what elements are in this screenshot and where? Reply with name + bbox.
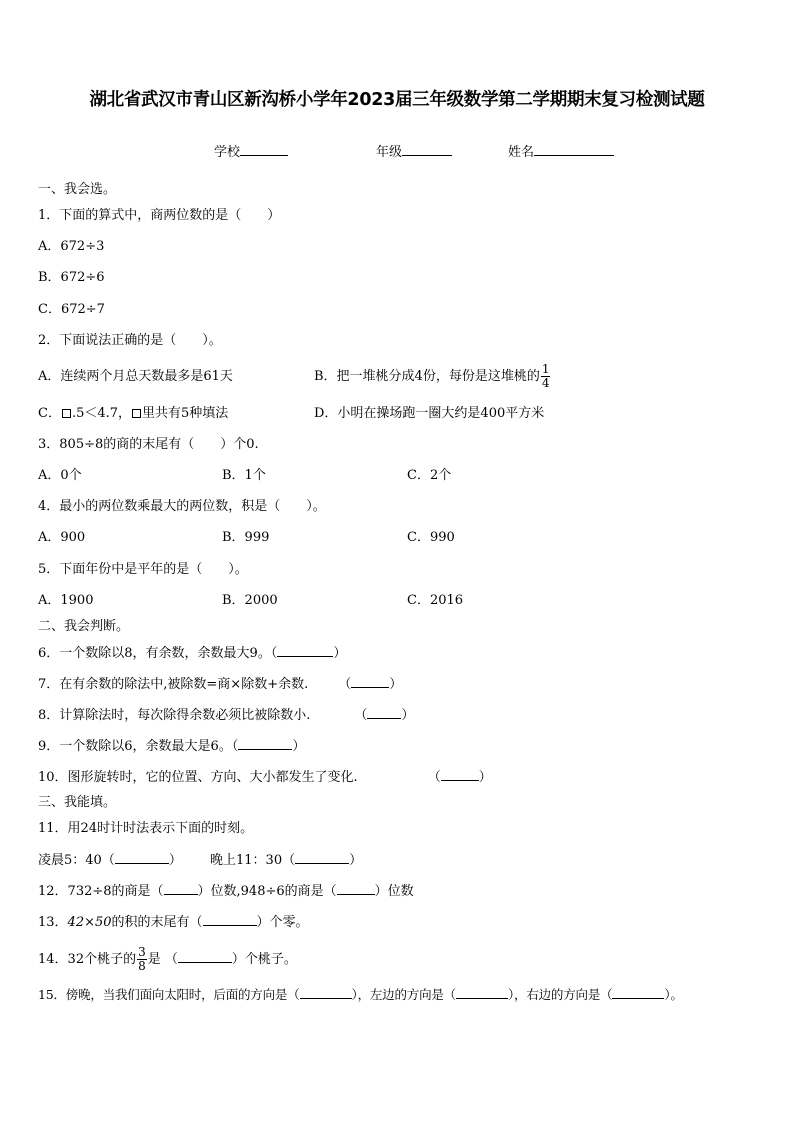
q11-b-text: 晚上11：30（ bbox=[210, 853, 296, 868]
grade-field bbox=[376, 141, 452, 160]
q8-open: （ bbox=[354, 708, 368, 723]
grade-blank[interactable] bbox=[402, 143, 452, 156]
square-icon bbox=[132, 409, 141, 418]
q13-text-2: 的积的末尾有（ bbox=[111, 915, 203, 930]
q13-text-1: 13． bbox=[38, 915, 68, 930]
q12-blank-2[interactable] bbox=[337, 882, 375, 895]
square-icon bbox=[62, 409, 71, 418]
q14-text-3: ）个桃子。 bbox=[231, 952, 297, 967]
q10 bbox=[38, 768, 492, 787]
page-title: 湖北省武汉市青山区新沟桥小学年2023届三年级数学第二学期期末复习检测试题 bbox=[89, 90, 705, 110]
section-1-heading: 一、我会选。 bbox=[38, 182, 117, 197]
q5-option-a[interactable]: A．1900 bbox=[38, 593, 94, 608]
q12-text-3: ）位数 bbox=[374, 884, 414, 899]
q14-blank[interactable] bbox=[178, 950, 232, 963]
q13-text-3: ）个零。 bbox=[256, 915, 309, 930]
q9-close: ） bbox=[292, 739, 306, 754]
q13-blank[interactable] bbox=[203, 913, 257, 926]
q1-option-a[interactable]: A．672÷3 bbox=[38, 239, 105, 254]
q8-text: 8．计算除法时，每次除得余数必须比被除数小. bbox=[38, 708, 311, 723]
q9-blank[interactable] bbox=[238, 737, 292, 750]
q2-option-c[interactable] bbox=[38, 405, 228, 423]
q14-text-1: 14．32个桃子的 bbox=[38, 952, 137, 967]
school-blank[interactable] bbox=[240, 143, 288, 156]
q2-option-b[interactable] bbox=[314, 359, 551, 395]
q11-a-text: 凌晨5：40（ bbox=[38, 853, 115, 868]
q10-blank[interactable] bbox=[441, 768, 479, 781]
q15 bbox=[38, 986, 683, 1004]
q11-b-blank[interactable] bbox=[295, 851, 349, 864]
q5-option-b[interactable]: B．2000 bbox=[222, 593, 278, 608]
q14-text-2: 是 （ bbox=[147, 952, 178, 967]
q15-text-3: ），右边的方向是（ bbox=[507, 987, 613, 1002]
q2-fraction-num: 1 bbox=[541, 362, 550, 376]
q10-open: （ bbox=[427, 770, 441, 785]
name-label: 姓名 bbox=[508, 145, 535, 160]
q7-close: ） bbox=[389, 677, 403, 692]
q8-blank[interactable] bbox=[367, 706, 401, 719]
q3-option-a[interactable]: A．0个 bbox=[38, 468, 82, 483]
q6 bbox=[38, 644, 346, 663]
q15-text-4: ）。 bbox=[664, 987, 683, 1002]
grade-label: 年级 bbox=[376, 145, 403, 160]
q10-close: ） bbox=[478, 770, 492, 785]
q14-fraction-num: 3 bbox=[138, 945, 146, 959]
q12-blank-1[interactable] bbox=[164, 882, 198, 895]
q6-text: 6．一个数除以8，有余数，余数最大9。（ bbox=[38, 646, 278, 661]
q11-a-blank[interactable] bbox=[115, 851, 169, 864]
q1-option-c[interactable]: C．672÷7 bbox=[38, 302, 105, 317]
q7-blank[interactable] bbox=[351, 675, 389, 688]
q15-text-2: ），左边的方向是（ bbox=[351, 987, 456, 1002]
q2-fraction-den: 4 bbox=[541, 376, 550, 390]
q7-text: 7．在有余数的除法中,被除数=商×除数+余数. bbox=[38, 677, 309, 692]
q1-option-b[interactable]: B．672÷6 bbox=[38, 270, 105, 285]
q2-option-c-suffix: 里共有5种填法 bbox=[142, 406, 229, 421]
q2-fraction bbox=[541, 363, 551, 390]
q2-option-d[interactable]: D．小明在操场跑一圈大约是400平方米 bbox=[314, 406, 545, 421]
q15-text-1: 15．傍晚，当我们面向太阳时，后面的方向是（ bbox=[38, 987, 300, 1002]
q11-stem: 11．用24时计时法表示下面的时刻。 bbox=[38, 821, 254, 836]
section-3-heading: 三、我能填。 bbox=[38, 795, 117, 810]
q3-stem: 3．805÷8的商的末尾有（ ）个0. bbox=[38, 437, 259, 452]
name-blank[interactable] bbox=[534, 143, 614, 156]
q5-option-c[interactable]: C．2016 bbox=[407, 593, 464, 608]
q3-option-c[interactable]: C．2个 bbox=[407, 468, 452, 483]
q2-option-b-text: B．把一堆桃分成4份，每份是这堆桃的 bbox=[314, 369, 540, 384]
name-field bbox=[508, 141, 614, 160]
q13 bbox=[38, 913, 309, 932]
q8 bbox=[38, 706, 414, 725]
section-2-heading: 二、我会判断。 bbox=[38, 619, 130, 634]
q7-open: （ bbox=[338, 677, 352, 692]
q4-option-c[interactable]: C．990 bbox=[407, 530, 455, 545]
q7 bbox=[38, 675, 402, 694]
q15-blank-1[interactable] bbox=[300, 986, 352, 999]
q11-b bbox=[210, 851, 362, 870]
q2-option-c-mid: .5＜4.7， bbox=[71, 406, 132, 421]
q8-close: ） bbox=[401, 708, 415, 723]
q10-text: 10．图形旋转时，它的位置、方向、大小都发生了变化. bbox=[38, 770, 358, 785]
q15-blank-3[interactable] bbox=[612, 986, 664, 999]
q14 bbox=[38, 943, 297, 977]
q11-b-close: ） bbox=[349, 853, 363, 868]
q12-text-2: ）位数,948÷6的商是（ bbox=[197, 884, 337, 899]
q1-stem: 1．下面的算式中，商两位数的是（ ） bbox=[38, 208, 281, 223]
q9-text: 9．一个数除以6，余数最大是6。（ bbox=[38, 739, 239, 754]
q14-fraction bbox=[137, 946, 147, 973]
q14-fraction-den: 8 bbox=[138, 959, 146, 973]
q11-a bbox=[38, 851, 182, 870]
q12-text-1: 12．732÷8的商是（ bbox=[38, 884, 164, 899]
q4-option-a[interactable]: A．900 bbox=[38, 530, 86, 545]
q13-expression: 42×50 bbox=[67, 915, 112, 930]
q4-option-b[interactable]: B．999 bbox=[222, 530, 270, 545]
q4-stem: 4．最小的两位数乘最大的两位数，积是（ ）。 bbox=[38, 499, 326, 514]
q2-option-c-prefix: C． bbox=[38, 406, 61, 421]
q2-stem: 2．下面说法正确的是（ ）。 bbox=[38, 333, 222, 348]
q2-option-a[interactable]: A．连续两个月总天数最多是61天 bbox=[38, 369, 233, 384]
q6-close: ） bbox=[333, 646, 347, 661]
q3-option-b[interactable]: B．1个 bbox=[222, 468, 266, 483]
q6-blank[interactable] bbox=[277, 644, 333, 657]
q9 bbox=[38, 737, 305, 756]
school-label: 学校 bbox=[214, 145, 241, 160]
q11-a-close: ） bbox=[168, 853, 182, 868]
q15-blank-2[interactable] bbox=[456, 986, 508, 999]
q5-stem: 5．下面年份中是平年的是（ ）。 bbox=[38, 562, 248, 577]
school-field bbox=[214, 141, 288, 160]
q12 bbox=[38, 882, 414, 901]
